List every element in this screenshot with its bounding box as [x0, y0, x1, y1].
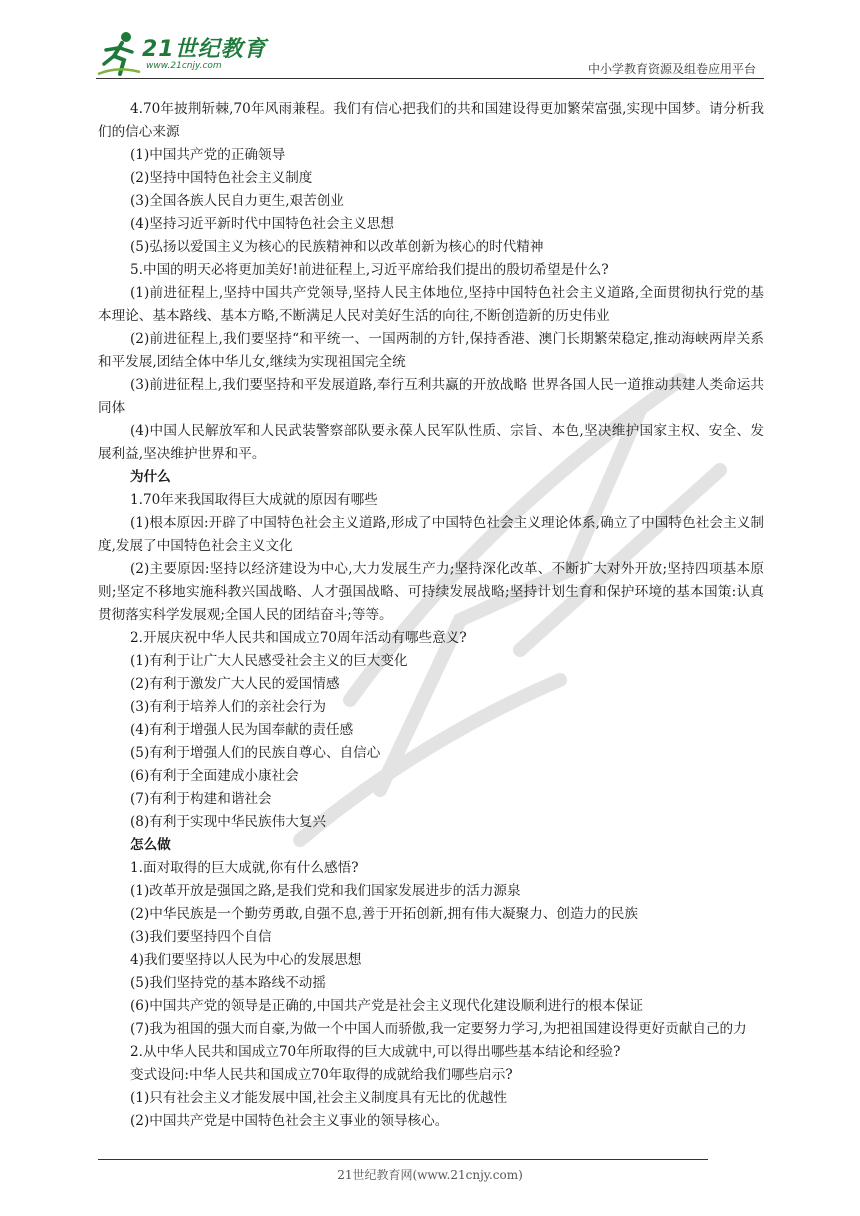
text-line: (2)中华民族是一个勤劳勇敢,自强不息,善于开拓创新,拥有伟大凝聚力、创造力的民族: [130, 906, 638, 922]
text-line: (6)中国共产党的领导是正确的,中国共产党是社会主义现代化建设顺利进行的根本保证: [130, 998, 643, 1014]
text-line: (5)有利于增强人们的民族自尊心、自信心: [130, 745, 381, 761]
section-heading: 怎么做: [130, 837, 171, 853]
text-line: 变式设问:中华人民共和国成立70年取得的成就给我们哪些启示?: [130, 1067, 513, 1083]
text-line: (7)有利于构建和谐社会: [130, 791, 272, 807]
text-line: (3)有利于培养人们的亲社会行为: [130, 699, 326, 715]
section-heading: 为什么: [130, 469, 171, 485]
text-line: (4)中国人民解放军和人民武装警察部队要永葆人民军队性质、宗旨、本色,坚决维护国家主权、安全、发展利益,坚决维护世界和平。: [98, 423, 764, 462]
text-line: (5)我们坚持党的基本路线不动摇: [130, 975, 326, 991]
text-line: (2)主要原因:坚持以经济建设为中心,大力发展生产力;坚持深化改革、不断扩大对外开放;坚持四项基本原则;坚定不移地实施科教兴国战略、人才强国战略、可持续发展战略;坚持计划生育和保护环境的基本国策:认真贯彻落实科学发展观;全国人民的团结奋斗;等等。: [98, 561, 764, 623]
footer-divider: [98, 1159, 708, 1160]
text-line: 1.70年来我国取得巨大成就的原因有哪些: [130, 492, 378, 508]
text-line: (1)前进征程上,坚持中国共产党领导,坚持人民主体地位,坚持中国特色社会主义道路,全面贯彻执行党的基本理论、基本路线、基本方略,不断满足人民对美好生活的向往,不断创造新的历史伟业: [98, 285, 764, 324]
logo-title: 21世纪教育: [142, 37, 267, 62]
text-line: (2)中国共产党是中国特色社会主义事业的领导核心。: [130, 1113, 449, 1129]
header-divider: [96, 78, 764, 79]
text-line: (1)有利于让广大人民感受社会主义的巨大变化: [130, 653, 408, 669]
text-line: 2.开展庆祝中华人民共和国成立70周年活动有哪些意义?: [130, 630, 467, 646]
text-line: (5)弘扬以爱国主义为核心的民族精神和以改革创新为核心的时代精神: [130, 239, 544, 255]
runner-icon: [96, 30, 142, 78]
text-line: 5.中国的明天必将更加美好!前进征程上,习近平席给我们提出的殷切希望是什么?: [130, 262, 609, 278]
footer-text[interactable]: 21世纪教育网(www.21cnjy.com): [337, 1168, 523, 1182]
text-line: (3)全国各族人民自力更生,艰苦创业: [130, 193, 344, 209]
text-line: (6)有利于全面建成小康社会: [130, 768, 299, 784]
text-line: (4)坚持习近平新时代中国特色社会主义思想: [130, 216, 394, 232]
text-line: (3)我们要坚持四个自信: [130, 929, 272, 945]
text-line: (2)前进征程上,我们要坚持“和平统一、一国两制的方针,保持香港、澳门长期繁荣稳定,推动海峡两岸关系和平发展,团结全体中华儿女,继续为实现祖国完全统: [98, 331, 764, 370]
text-line: (8)有利于实现中华民族伟大复兴: [130, 814, 326, 830]
logo-url: www.21cnjy.com: [146, 61, 222, 71]
page-header: [96, 28, 764, 80]
text-line: 4)我们要坚持以人民为中心的发展思想: [130, 952, 362, 968]
text-line: 1.面对取得的巨大成就,你有什么感悟?: [130, 860, 359, 876]
text-line: (1)只有社会主义才能发展中国,社会主义制度具有无比的优越性: [130, 1090, 508, 1106]
text-line: (1)中国共产党的正确领导: [130, 147, 286, 163]
text-line: (1)根本原因:开辟了中国特色社会主义道路,形成了中国特色社会主义理论体系,确立了中国特色社会主义制度,发展了中国特色社会主义文化: [98, 515, 764, 554]
text-line: (1)改革开放是强国之路,是我们党和我们国家发展进步的活力源泉: [130, 883, 521, 899]
text-line: (3)前进征程上,我们要坚持和平发展道路,奉行互利共赢的开放战略 世界各国人民一道推动共建人类命运共同体: [98, 377, 764, 416]
text-line: 4.70年披荆斩棘,70年风雨兼程。我们有信心把我们的共和国建设得更加繁荣富强,实现中国梦。请分析我们的信心来源: [98, 101, 764, 140]
document-body: [98, 98, 764, 1133]
text-line: (2)有利于激发广大人民的爱国情感: [130, 676, 340, 692]
site-logo[interactable]: [96, 28, 316, 80]
platform-name: 中小学教育资源及组卷应用平台: [587, 62, 756, 76]
text-line: 2.从中华人民共和国成立70年所取得的巨大成就中,可以得出哪些基本结论和经验?: [130, 1044, 621, 1060]
text-line: (2)坚持中国特色社会主义制度: [130, 170, 313, 186]
text-line: (7)我为祖国的强大而自豪,为做一个中国人而骄傲,我一定要努力学习,为把祖国建设得更好贡献自己的力: [130, 1021, 747, 1037]
text-line: (4)有利于增强人民为国奉献的责任感: [130, 722, 354, 738]
